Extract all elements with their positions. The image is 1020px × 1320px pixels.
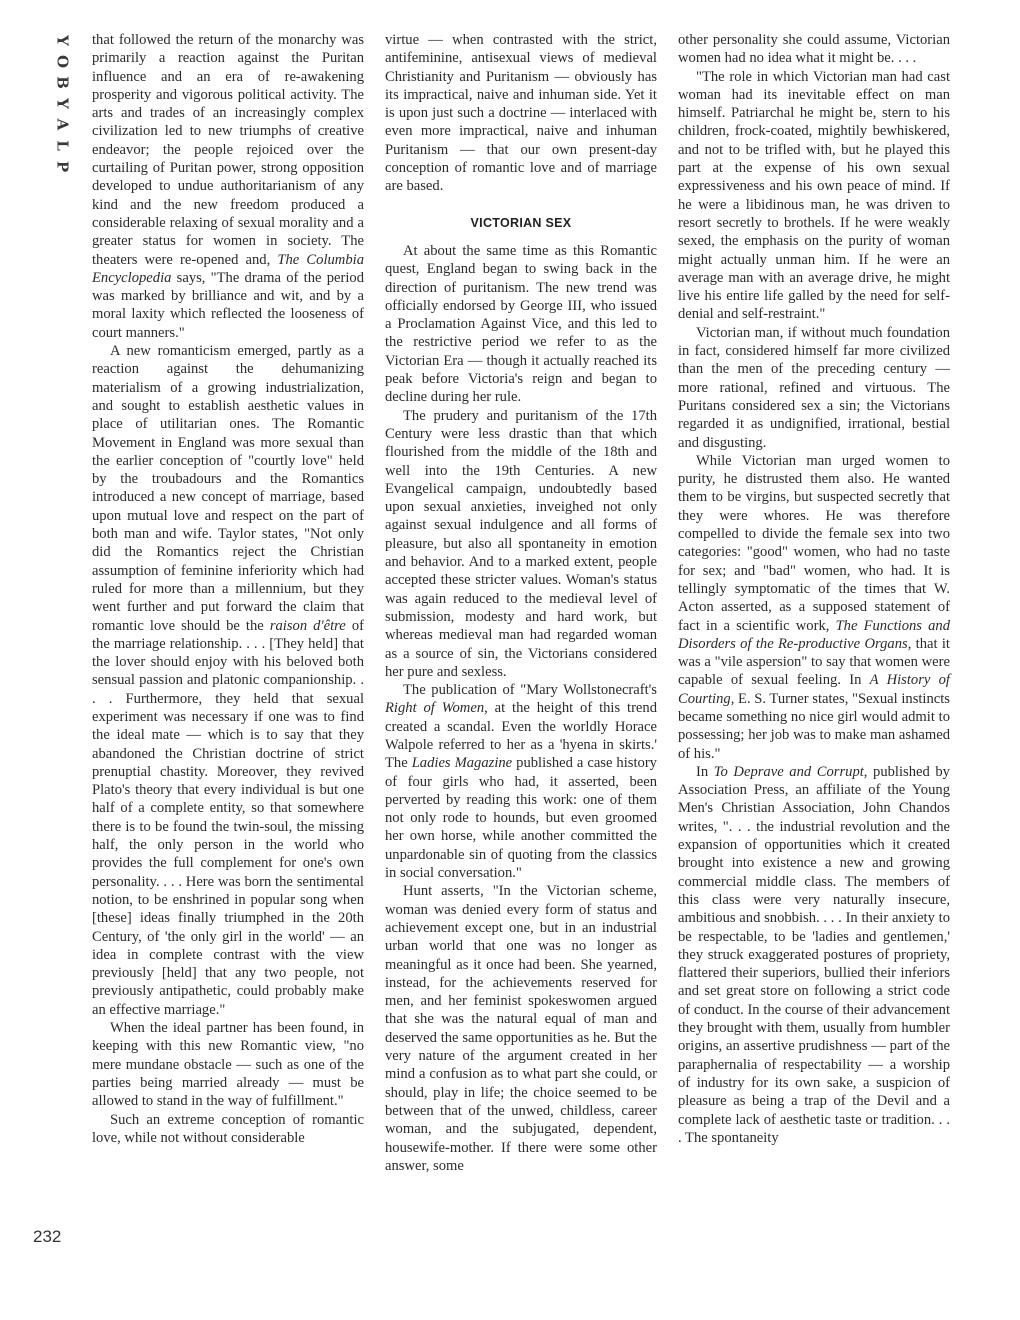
paragraph: A new romanticism emerged, partly as a reaction against the dehumanizing materialism of a growing industrialization, and sought to establish aesthetic values in place of utilitarian ones. The Romantic Movement in England was more sexual than the earlier conception of "courtly love" held by the troubadours and the Romantics introduced a new concept of marriage, based upon mutual love and respect on the part of both man and wife. Taylor states, "Not only did the Romantics reject the Christian assumption of feminine inferiority which had ruled for more than a millennium, but they went further and put forward the claim that romantic love should be the raison d'être of the marriage relationship. . . . [They held] that the lover should enjoy with his beloved both sensual passion and platonic companionship. . . . Furthermore, they held that sexual experiment was necessary if one was to find the ideal mate — which is to say that they abandoned the Christian doctrine of strict prenuptial chastity. Moreover, they revived Plato's theory that every individual is but one half of a complete entity, so that somewhere there is to be found the twin-soul, the missing half, the only person in the world who provides the full complement for one's own personality. . . . Here was born the sentimental notion, to be enshrined in popular song when [these] ideas finally triumphed in the 20th Century, of 'the only girl in the world' — an idea in complete contrast with the view previously [held] that any two people, not previously antipathetic, could probably make an effective marriage." [92,343,364,1018]
section-heading: VICTORIAN SEX [470,215,572,230]
column-2 [385,31,657,1175]
title-letter: B [53,76,72,89]
paragraph: virtue — when contrasted with the strict, antifeminine, antisexual views of medieval Christianity and Puritanism — obviously has its impractical, naive and inhuman side. Yet it is upon just such a doctrine — interlaced with even more impractical, naive and inhuman Puritanism — that our own present-day conception of romantic love and of marriage are based. [385,32,657,195]
paragraph: The prudery and puritanism of the 17th Century were less drastic than that which flourished from the middle of the 18th and well into the 19th Centuries. A new Evangelical campaign, undoubtedly based upon sexual anxieties, inveighed not only against sexual indulgence and all forms of pleasure, but also all spontaneity in emotion and behavior. And to a marked extent, people accepted these stricter values. Woman's status was again reduced to the medieval level of submission, modesty and hard work, but whereas medieval man had regarded woman as a source of sin, the Victorians considered her pure and sexless. [385,407,657,680]
publication-title: The Columbia Encyclopedia [92,251,364,286]
publication-title: A History of Courting [678,672,950,707]
paragraph: At about the same time as this Romantic quest, England began to swing back in the direction of puritanism. The new trend was officially endorsed by George III, who issued a Proclamation Against Vice, and this led to the restrictive period we refer to as the Victorian Era — though it actually reached its peak before Victoria's reign and began to decline during her rule. [385,242,657,406]
paragraph: that followed the return of the monarchy was primarily a reaction against the Puritan influence and an era of re-awakening prosperity and vigorous political activity. The arts and trades of an increasingly complex civilization led to new triumphs of creative endeavor; the people rejoiced over the curtailing of Puritan power, strong opposition developed to undue authoritarianism of any kind and the new freedom produced a considerable relaxing of sexual morality and a greater status for women in society. The theaters were re-opened and, The Columbia Encyclopedia says, "The drama of the period was marked by brilliance and wit, and by a moral laxity which reflected the looseness of court manners." [92,32,364,341]
publication-title: Right of Women [385,700,485,717]
page-number: 232 [33,1227,62,1246]
title-letter: Y [53,35,72,46]
paragraph: Such an extreme conception of romantic love, while not without considerable [92,1111,364,1146]
title-letter: O [53,54,72,69]
publication-title: To Deprave and Corrupt [713,763,864,780]
title-letter: P [53,160,72,173]
paragraph: While Victorian man urged women to purity, he distrusted them also. He wanted them to be virgins, but suspected secretly that they were whores. He was therefore compelled to divide the female sex into two categories: "good" women, who had no taste for sex; and "bad" women, who had. It is tellingly symptomatic of the times that W. Acton asserted, as a supposed statement of fact in a scientific work, The Functions and Disorders of the Re-productive Organs, that it was a "vile aspersion" to say that women were capable of sexual feeling. In A History of Courting, E. S. Turner states, "Sexual instincts became something no nice girl would admit to possessing; her job was to make man ashamed of his." [678,452,950,762]
paragraph: Victorian man, if without much foundation in fact, considered himself far more civilized than the men of the preceding century — more rational, refined and virtuous. The Puritans considered sex a sin; the Victorians regarded it as undignified, irrational, bestial and disgusting. [678,324,950,451]
paragraph: When the ideal partner has been found, in keeping with this new Romantic view, "no mere mundane obstacle — such as one of the parties being married already — must be allowed to stand in the way of fulfillment." [92,1020,364,1110]
paragraph: The publication of "Mary Wollstonecraft's Right of Women, at the height of this trend created a scandal. Even the worldly Horace Walpole referred to her as a 'hyena in skirts.' The Ladies Magazine published a case history of four girls who had, it asserted, been perverted by reading this work: one of them not only rode to hounds, but even groomed her own horse, while another committed the unpardonable sin of quoting from the classics in social conversation." [385,682,657,882]
italic-phrase: raison d'être [269,617,346,634]
title-letter: Y [53,98,72,109]
title-letter: A [53,118,72,131]
title-letter: L [53,140,72,151]
publication-title: Ladies Magazine [411,755,513,772]
publication-title: The Functions and Disorders of the Re-productive Organs [678,617,950,652]
column-3 [678,31,950,1147]
column-1 [92,31,364,1147]
magazine-title [50,30,74,177]
paragraph: Hunt asserts, "In the Victorian scheme, woman was denied every form of status and achievement except one, but in an industrial urban world that one was no longer as meaningful as it once had been. She yearned, instead, for the achievements reserved for men, and her feminist spokeswomen argued that she was the natural equal of man and deserved the same opportunities as he. But the very nature of the argument created in her mind a confusion as to what part she could, or should, play in life; the choice seemed to be between that of the unwed, childless, career woman, and the subjugated, dependent, housewife-mother. If there were some other answer, some [385,883,657,1174]
paragraph: In To Deprave and Corrupt, published by Association Press, an affiliate of the Young Men's Christian Association, John Chandos writes, ". . . the industrial revolution and the expansion of opportunities which it created brought into existence a new and growing commercial middle class. The members of this class were very naturally insecure, ambitious and snobbish. . . . In their anxiety to be respectable, to be 'ladies and gentlemen,' they struck exaggerated postures of propriety, flattered their superiors, bullied their inferiors and set great store on following a strict code of conduct. In the course of their advancement they brought with them, usually from humbler origins, an assertive prudishness — part of the paraphernalia of respectability — a worship of industry for its own sake, a suspicion of pleasure as being a trap of the Devil and a complete lack of aesthetic taste or tradition. . . . The spontaneity [678,763,950,1146]
paragraph: other personality she could assume, Victorian women had no idea what it might be. . . . [678,32,950,67]
paragraph: "The role in which Victorian man had cast woman had its inevitable effect on man himself. Patriarchal he might be, stern to his children, frock-coated, mightily bewhiskered, and not to be trifled with, but he played this part at the expense of his own sexual expressiveness and his own peace of mind. If he were a libidinous man, he was driven to resort secretly to brothels. If he were weakly sexed, the emphasis on the purity of woman might actually unman him. If he were an average man with an average drive, he might live his entire life galled by the need for self-denial and self-restraint." [678,68,950,323]
